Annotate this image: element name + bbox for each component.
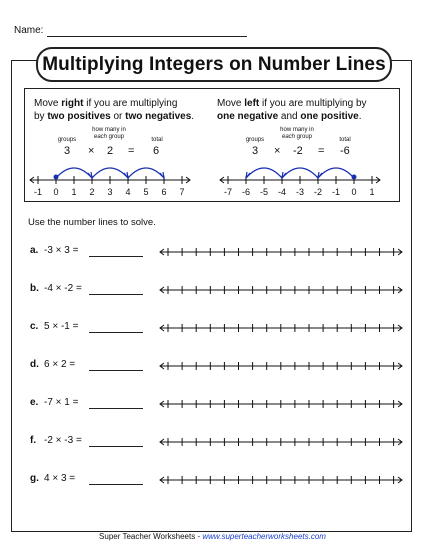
problem-number-line[interactable] [158, 474, 406, 486]
problem-letter: a. [30, 245, 39, 256]
start-dot [352, 175, 357, 180]
tick-label: 4 [125, 187, 131, 197]
rule-text: if you are multiplying [83, 98, 178, 109]
eq-factor-b: 2 [107, 145, 114, 157]
tick-label: -1 [331, 187, 341, 197]
problem-expression: -4 × -2 = [44, 283, 82, 294]
problem-row [30, 435, 82, 446]
rule-text: Move [34, 98, 62, 109]
rule-bold: two positives [47, 111, 111, 122]
label-how-many [84, 127, 134, 141]
tick-label: -1 [33, 187, 43, 197]
label-groups: groups [57, 137, 77, 143]
answer-blank[interactable] [89, 370, 143, 371]
tick-label: 2 [89, 187, 95, 197]
label-total: total [339, 137, 351, 143]
label-group: group [295, 134, 313, 140]
eq-result: -6 [340, 145, 350, 157]
problem-letter: f. [30, 435, 37, 446]
tick-label: 1 [71, 187, 77, 197]
problem-expression: 5 × -1 = [44, 321, 79, 332]
problem-expression: -2 × -3 = [44, 435, 82, 446]
eq-times: × [88, 145, 95, 157]
problem-row [30, 397, 78, 408]
label-each: each [93, 134, 107, 140]
label-how-many-text: how many in [280, 127, 314, 133]
problem-letter: e. [30, 397, 39, 408]
tick-label: 3 [107, 187, 113, 197]
problem-number-line[interactable] [158, 322, 406, 334]
example-number-line-left [218, 158, 380, 200]
rule-bold: one negative [217, 111, 279, 122]
problem-row [30, 359, 75, 370]
rule-bold-right: right [61, 98, 84, 109]
label-groups: groups [245, 137, 265, 143]
answer-blank[interactable] [89, 408, 143, 409]
tick-label: 0 [53, 187, 59, 197]
answer-blank[interactable] [89, 256, 143, 257]
instructions: Use the number lines to solve. [28, 217, 156, 228]
problem-row [30, 473, 75, 484]
rule-bold-left: left [244, 98, 260, 109]
problem-expression: 6 × 2 = [44, 359, 76, 370]
answer-blank[interactable] [89, 484, 143, 485]
eq-factor-b: -2 [293, 145, 303, 157]
rule-bold: two negatives [125, 111, 192, 122]
rule-text: by [34, 111, 48, 122]
rule-text: or [110, 111, 126, 122]
problem-number-line[interactable] [158, 246, 406, 258]
answer-blank[interactable] [89, 294, 143, 295]
footer-text: Super Teacher Worksheets - [99, 532, 203, 541]
rule-bold: one positive [300, 111, 359, 122]
tick-label: -5 [259, 187, 269, 197]
tick-label: 5 [143, 187, 149, 197]
problem-letter: d. [30, 359, 39, 370]
eq-times: × [274, 145, 281, 157]
tick-label: 1 [369, 187, 375, 197]
tick-label: 7 [179, 187, 185, 197]
footer [0, 532, 425, 541]
eq-factor-a: 3 [64, 145, 71, 157]
label-how-many [272, 127, 322, 141]
rule-text: . [191, 111, 195, 122]
rule-text: and [278, 111, 301, 122]
label-how-many-text: how many in [92, 127, 126, 133]
problem-letter: b. [30, 283, 39, 294]
eq-factor-a: 3 [252, 145, 259, 157]
problem-expression: 4 × 3 = [44, 473, 76, 484]
problem-number-line[interactable] [158, 436, 406, 448]
problem-number-line[interactable] [158, 360, 406, 372]
problem-expression: -3 × 3 = [44, 245, 79, 256]
rule-left-line2 [217, 110, 362, 123]
label-each: each [281, 134, 295, 140]
rule-text: Move [217, 98, 245, 109]
rule-right-line1 [34, 97, 177, 110]
problem-row [30, 245, 78, 256]
label-total: total [151, 137, 163, 143]
tick-label: -6 [241, 187, 251, 197]
tick-label: -7 [223, 187, 233, 197]
name-field-line[interactable] [47, 36, 247, 37]
rule-right-line2 [34, 110, 194, 123]
rule-text: if you are multiplying by [259, 98, 367, 109]
name-label: Name: [14, 25, 44, 36]
label-group: group [107, 134, 125, 140]
footer-url[interactable]: www.superteacherworksheets.com [202, 532, 326, 541]
tick-label: -4 [277, 187, 287, 197]
problem-expression: -7 × 1 = [44, 397, 79, 408]
start-dot [54, 175, 59, 180]
answer-blank[interactable] [89, 332, 143, 333]
problem-letter: c. [30, 321, 39, 332]
eq-equals: = [128, 145, 135, 157]
tick-label: 6 [161, 187, 167, 197]
worksheet-title: Multiplying Integers on Number Lines [36, 47, 392, 82]
rule-text: . [358, 111, 362, 122]
rule-left-line1 [217, 97, 367, 110]
tick-label: 0 [351, 187, 357, 197]
tick-label: -3 [295, 187, 305, 197]
problem-number-line[interactable] [158, 284, 406, 296]
eq-equals: = [318, 145, 325, 157]
example-number-line-right [30, 158, 190, 200]
eq-result: 6 [153, 145, 160, 157]
answer-blank[interactable] [89, 446, 143, 447]
problem-number-line[interactable] [158, 398, 406, 410]
tick-label: -2 [313, 187, 323, 197]
problem-row [30, 283, 82, 294]
problem-row [30, 321, 78, 332]
problem-letter: g. [30, 473, 39, 484]
